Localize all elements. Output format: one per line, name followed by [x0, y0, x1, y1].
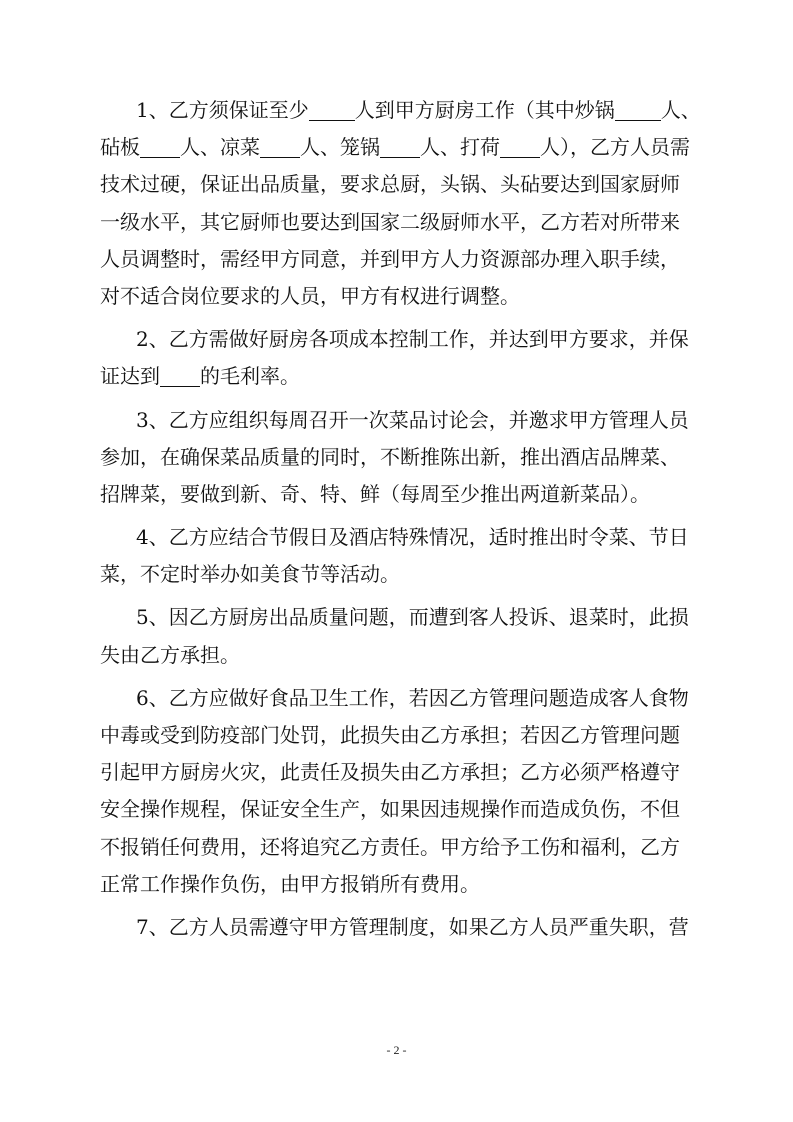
clause-1-line-6: 对不适合岗位要求的人员，甲方有权进行调整。 — [100, 283, 520, 308]
text: 人到甲方厨房工作（其中炒锅 — [354, 98, 615, 122]
clause-2 — [100, 321, 716, 395]
clause-4-line-2: 菜，不定时举办如美食节等活动。 — [100, 562, 400, 587]
text: 砧板 — [100, 135, 140, 160]
clause-3-line-3: 招牌菜，要做到新、奇、特、鲜（每周至少推出两道新菜品）。 — [100, 481, 650, 506]
blank-field — [309, 100, 355, 121]
clause-7-line-1: 7、乙方人员需遵守甲方管理制度，如果乙方人员严重失职，营 — [136, 914, 689, 939]
clause-1-line-4: 一级水平，其它厨师也要达到国家二级厨师水平，乙方若对所带来 — [100, 209, 680, 234]
text: 人、凉菜 — [180, 135, 260, 160]
clause-1-line-5: 人员调整时，需经甲方同意，并到甲方人力资源部办理入职手续， — [100, 246, 680, 271]
clause-1-line-1 — [100, 92, 716, 129]
text: 人），乙方人员需 — [540, 135, 690, 160]
clause-6-line-4: 安全操作规程，保证安全生产，如果因违规操作而造成负伤，不但 — [100, 797, 680, 822]
clause-6-line-1: 6、乙方应做好食品卫生工作，若因乙方管理问题造成客人食物 — [136, 685, 689, 710]
clause-6 — [100, 680, 716, 903]
blank-field — [260, 137, 300, 158]
clause-4 — [100, 519, 716, 593]
clause-1 — [100, 92, 716, 315]
text: 人、笼锅 — [300, 135, 380, 160]
clause-1-line-2 — [100, 129, 716, 166]
clause-3-line-1: 3、乙方应组织每周召开一次菜品讨论会，并邀求甲方管理人员 — [136, 407, 689, 432]
document-body — [100, 92, 716, 946]
blank-field — [615, 100, 661, 121]
clause-1-line-3: 技术过硬，保证出品质量，要求总厨，头锅、头砧要达到国家厨师 — [100, 172, 680, 197]
clause-2-line-1: 2、乙方需做好厨房各项成本控制工作，并达到甲方要求，并保 — [136, 327, 689, 352]
clause-5-line-1: 5、因乙方厨房出品质量问题，而遭到客人投诉、退菜时，此损 — [136, 605, 689, 630]
blank-field — [380, 137, 420, 158]
blank-field — [500, 137, 540, 158]
clause-5 — [100, 599, 716, 673]
clause-3 — [100, 402, 716, 514]
text: 证达到 — [100, 364, 160, 389]
clause-4-line-1: 4、乙方应结合节假日及酒店特殊情况，适时推出时令菜、节日 — [136, 525, 689, 550]
text: 1、乙方须保证至少 — [136, 98, 309, 122]
clause-6-line-6: 正常工作操作负伤，由甲方报销所有费用。 — [100, 871, 480, 896]
clause-2-line-2 — [100, 358, 716, 395]
clause-5-line-2: 失由乙方承担。 — [100, 642, 240, 667]
clause-6-line-3: 引起甲方厨房火灾，此责任及损失由乙方承担；乙方必须严格遵守 — [100, 760, 680, 785]
clause-6-line-2: 中毒或受到防疫部门处罚，此损失由乙方承担；若因乙方管理问题 — [100, 723, 680, 747]
blank-field — [140, 137, 180, 158]
blank-field — [160, 366, 200, 387]
clause-3-line-2: 参加，在确保菜品质量的同时，不断推陈出新，推出酒店品牌菜、 — [100, 444, 680, 469]
page-number: - 2 - — [386, 1043, 407, 1057]
clause-7 — [100, 909, 716, 946]
clause-6-line-5: 不报销任何费用，还将追究乙方责任。甲方给予工伤和福利，乙方 — [100, 834, 680, 859]
text: 的毛利率。 — [200, 364, 300, 389]
text: 人、打荷 — [420, 135, 500, 160]
text: 人、 — [660, 98, 701, 122]
